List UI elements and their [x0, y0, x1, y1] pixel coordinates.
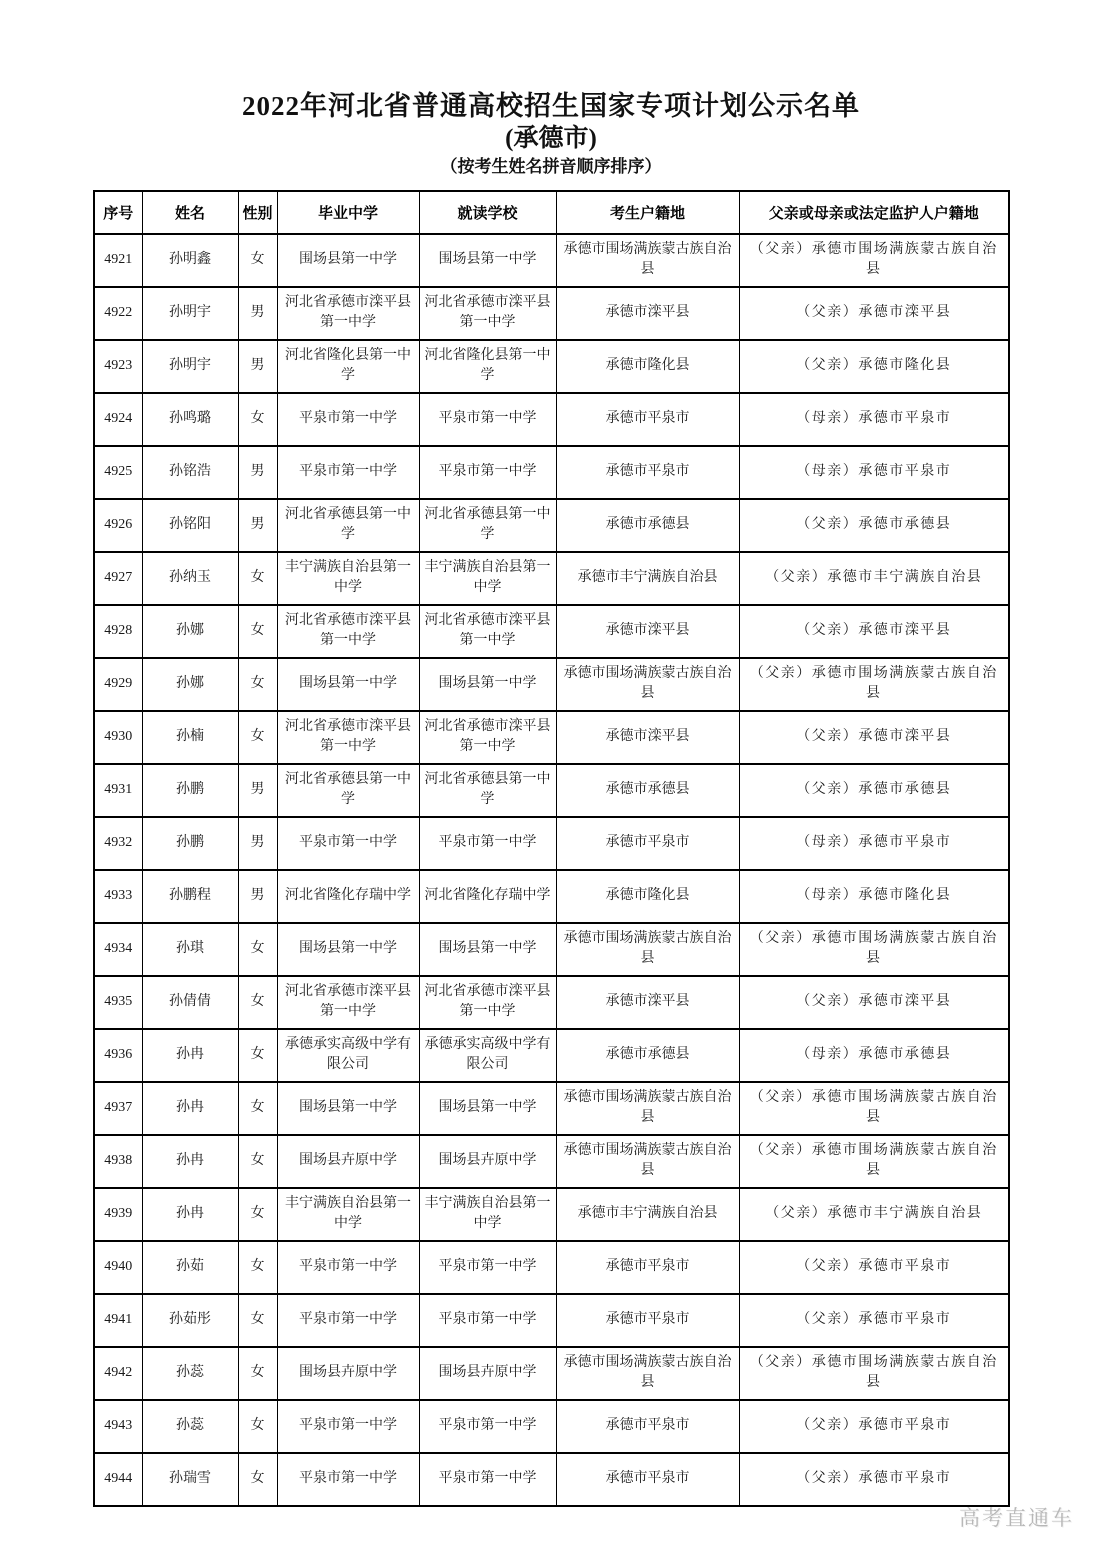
cell-candidate-residence: 承德市滦平县 [556, 605, 739, 658]
cell-graduation-school: 围场县第一中学 [277, 658, 419, 711]
cell-guardian-residence: （父亲）承德市丰宁满族自治县 [739, 552, 1009, 605]
table-row [94, 1347, 1009, 1400]
cell-attending-school: 平泉市第一中学 [419, 393, 556, 446]
cell-attending-school: 围场县第一中学 [419, 1082, 556, 1135]
cell-name: 孙倩倩 [142, 976, 238, 1029]
cell-attending-school: 平泉市第一中学 [419, 1400, 556, 1453]
cell-gender: 女 [238, 658, 277, 711]
cell-seq: 4926 [94, 499, 142, 552]
cell-attending-school: 围场县第一中学 [419, 234, 556, 287]
cell-graduation-school: 平泉市第一中学 [277, 1294, 419, 1347]
cell-guardian-residence: （父亲）承德市滦平县 [739, 605, 1009, 658]
table-row [94, 499, 1009, 552]
cell-gender: 男 [238, 870, 277, 923]
cell-candidate-residence: 承德市平泉市 [556, 1294, 739, 1347]
table-row [94, 446, 1009, 499]
table-row [94, 1082, 1009, 1135]
page-subtitle-city: (承德市) [505, 124, 597, 152]
cell-seq: 4933 [94, 870, 142, 923]
cell-candidate-residence: 承德市承德县 [556, 499, 739, 552]
cell-candidate-residence: 承德市围场满族蒙古族自治县 [556, 1135, 739, 1188]
table-row [94, 552, 1009, 605]
cell-name: 孙蕊 [142, 1400, 238, 1453]
cell-graduation-school: 河北省承德市滦平县第一中学 [277, 976, 419, 1029]
cell-gender: 女 [238, 552, 277, 605]
cell-graduation-school: 平泉市第一中学 [277, 1400, 419, 1453]
cell-seq: 4932 [94, 817, 142, 870]
cell-graduation-school: 河北省承德市滦平县第一中学 [277, 605, 419, 658]
cell-attending-school: 丰宁满族自治县第一中学 [419, 1188, 556, 1241]
cell-guardian-residence: （父亲）承德市平泉市 [739, 1400, 1009, 1453]
cell-candidate-residence: 承德市围场满族蒙古族自治县 [556, 923, 739, 976]
cell-graduation-school: 围场县卉原中学 [277, 1347, 419, 1400]
cell-candidate-residence: 承德市滦平县 [556, 287, 739, 340]
cell-attending-school: 围场县卉原中学 [419, 1135, 556, 1188]
cell-attending-school: 河北省隆化县第一中学 [419, 340, 556, 393]
cell-name: 孙冉 [142, 1029, 238, 1082]
cell-attending-school: 丰宁满族自治县第一中学 [419, 552, 556, 605]
table-row [94, 1241, 1009, 1294]
cell-name: 孙鸣璐 [142, 393, 238, 446]
cell-seq: 4942 [94, 1347, 142, 1400]
header-seq: 序号 [94, 191, 142, 234]
cell-gender: 女 [238, 393, 277, 446]
table-row [94, 711, 1009, 764]
cell-guardian-residence: （母亲）承德市隆化县 [739, 870, 1009, 923]
cell-guardian-residence: （父亲）承德市围场满族蒙古族自治县 [739, 234, 1009, 287]
cell-graduation-school: 平泉市第一中学 [277, 1241, 419, 1294]
cell-name: 孙鹏程 [142, 870, 238, 923]
header-gender: 性别 [238, 191, 277, 234]
cell-seq: 4931 [94, 764, 142, 817]
cell-graduation-school: 河北省隆化存瑞中学 [277, 870, 419, 923]
cell-candidate-residence: 承德市平泉市 [556, 817, 739, 870]
cell-name: 孙瑞雪 [142, 1453, 238, 1506]
cell-gender: 男 [238, 446, 277, 499]
cell-guardian-residence: （父亲）承德市围场满族蒙古族自治县 [739, 1082, 1009, 1135]
cell-seq: 4923 [94, 340, 142, 393]
cell-name: 孙茹彤 [142, 1294, 238, 1347]
cell-candidate-residence: 承德市平泉市 [556, 1453, 739, 1506]
cell-guardian-residence: （父亲）承德市平泉市 [739, 1453, 1009, 1506]
cell-graduation-school: 平泉市第一中学 [277, 817, 419, 870]
cell-name: 孙明宇 [142, 287, 238, 340]
cell-gender: 女 [238, 1082, 277, 1135]
table-row [94, 658, 1009, 711]
cell-candidate-residence: 承德市隆化县 [556, 340, 739, 393]
table-body [94, 234, 1009, 1506]
cell-name: 孙冉 [142, 1082, 238, 1135]
cell-attending-school: 平泉市第一中学 [419, 1294, 556, 1347]
cell-graduation-school: 丰宁满族自治县第一中学 [277, 1188, 419, 1241]
cell-guardian-residence: （父亲）承德市隆化县 [739, 340, 1009, 393]
cell-seq: 4922 [94, 287, 142, 340]
header-graduation-school: 毕业中学 [277, 191, 419, 234]
table-row [94, 340, 1009, 393]
cell-guardian-residence: （母亲）承德市平泉市 [739, 817, 1009, 870]
cell-attending-school: 河北省承德市滦平县第一中学 [419, 287, 556, 340]
cell-graduation-school: 河北省承德市滦平县第一中学 [277, 711, 419, 764]
cell-graduation-school: 河北省承德县第一中学 [277, 764, 419, 817]
cell-guardian-residence: （父亲）承德市围场满族蒙古族自治县 [739, 923, 1009, 976]
cell-attending-school: 平泉市第一中学 [419, 446, 556, 499]
cell-candidate-residence: 承德市丰宁满族自治县 [556, 1188, 739, 1241]
cell-graduation-school: 承德承实高级中学有限公司 [277, 1029, 419, 1082]
cell-attending-school: 平泉市第一中学 [419, 1453, 556, 1506]
table-row [94, 1135, 1009, 1188]
cell-seq: 4924 [94, 393, 142, 446]
cell-name: 孙明宇 [142, 340, 238, 393]
cell-candidate-residence: 承德市丰宁满族自治县 [556, 552, 739, 605]
cell-graduation-school: 河北省承德市滦平县第一中学 [277, 287, 419, 340]
header-attending-school: 就读学校 [419, 191, 556, 234]
cell-graduation-school: 平泉市第一中学 [277, 446, 419, 499]
cell-name: 孙茹 [142, 1241, 238, 1294]
cell-gender: 女 [238, 234, 277, 287]
table-row [94, 234, 1009, 287]
cell-guardian-residence: （父亲）承德市承德县 [739, 499, 1009, 552]
cell-seq: 4925 [94, 446, 142, 499]
cell-graduation-school: 平泉市第一中学 [277, 1453, 419, 1506]
cell-candidate-residence: 承德市围场满族蒙古族自治县 [556, 1347, 739, 1400]
cell-gender: 女 [238, 1188, 277, 1241]
cell-candidate-residence: 承德市围场满族蒙古族自治县 [556, 234, 739, 287]
cell-gender: 女 [238, 1400, 277, 1453]
cell-gender: 女 [238, 976, 277, 1029]
cell-name: 孙纳玉 [142, 552, 238, 605]
cell-seq: 4939 [94, 1188, 142, 1241]
header-guardian-residence: 父亲或母亲或法定监护人户籍地 [739, 191, 1009, 234]
cell-seq: 4927 [94, 552, 142, 605]
cell-guardian-residence: （母亲）承德市平泉市 [739, 446, 1009, 499]
cell-candidate-residence: 承德市平泉市 [556, 446, 739, 499]
table-row [94, 287, 1009, 340]
candidates-table [93, 190, 1010, 1507]
cell-seq: 4937 [94, 1082, 142, 1135]
cell-candidate-residence: 承德市承德县 [556, 764, 739, 817]
cell-seq: 4935 [94, 976, 142, 1029]
cell-seq: 4929 [94, 658, 142, 711]
cell-name: 孙鹏 [142, 764, 238, 817]
cell-candidate-residence: 承德市围场满族蒙古族自治县 [556, 1082, 739, 1135]
cell-graduation-school: 河北省隆化县第一中学 [277, 340, 419, 393]
cell-guardian-residence: （父亲）承德市平泉市 [739, 1294, 1009, 1347]
cell-candidate-residence: 承德市平泉市 [556, 393, 739, 446]
table-row [94, 764, 1009, 817]
table-row [94, 817, 1009, 870]
cell-name: 孙明鑫 [142, 234, 238, 287]
table-row [94, 976, 1009, 1029]
cell-graduation-school: 围场县第一中学 [277, 1082, 419, 1135]
cell-graduation-school: 平泉市第一中学 [277, 393, 419, 446]
cell-seq: 4938 [94, 1135, 142, 1188]
cell-seq: 4944 [94, 1453, 142, 1506]
cell-name: 孙冉 [142, 1188, 238, 1241]
cell-seq: 4943 [94, 1400, 142, 1453]
cell-guardian-residence: （父亲）承德市丰宁满族自治县 [739, 1188, 1009, 1241]
cell-guardian-residence: （父亲）承德市围场满族蒙古族自治县 [739, 1347, 1009, 1400]
cell-name: 孙蕊 [142, 1347, 238, 1400]
cell-gender: 女 [238, 1135, 277, 1188]
cell-attending-school: 围场县第一中学 [419, 658, 556, 711]
table-row [94, 1188, 1009, 1241]
cell-attending-school: 平泉市第一中学 [419, 1241, 556, 1294]
cell-guardian-residence: （父亲）承德市平泉市 [739, 1241, 1009, 1294]
cell-attending-school: 围场县第一中学 [419, 923, 556, 976]
cell-candidate-residence: 承德市滦平县 [556, 711, 739, 764]
cell-seq: 4941 [94, 1294, 142, 1347]
cell-graduation-school: 河北省承德县第一中学 [277, 499, 419, 552]
cell-candidate-residence: 承德市平泉市 [556, 1241, 739, 1294]
cell-attending-school: 河北省隆化存瑞中学 [419, 870, 556, 923]
cell-gender: 男 [238, 499, 277, 552]
cell-attending-school: 河北省承德市滦平县第一中学 [419, 976, 556, 1029]
cell-name: 孙冉 [142, 1135, 238, 1188]
cell-gender: 男 [238, 817, 277, 870]
table-row [94, 1453, 1009, 1506]
cell-gender: 女 [238, 711, 277, 764]
cell-name: 孙鹏 [142, 817, 238, 870]
table-row [94, 870, 1009, 923]
cell-name: 孙娜 [142, 605, 238, 658]
cell-graduation-school: 围场县第一中学 [277, 923, 419, 976]
cell-name: 孙铭浩 [142, 446, 238, 499]
cell-gender: 女 [238, 1347, 277, 1400]
cell-attending-school: 围场县卉原中学 [419, 1347, 556, 1400]
cell-attending-school: 平泉市第一中学 [419, 817, 556, 870]
cell-gender: 男 [238, 287, 277, 340]
cell-gender: 女 [238, 1294, 277, 1347]
cell-guardian-residence: （父亲）承德市滦平县 [739, 976, 1009, 1029]
cell-gender: 女 [238, 923, 277, 976]
cell-guardian-residence: （父亲）承德市滦平县 [739, 711, 1009, 764]
cell-candidate-residence: 承德市平泉市 [556, 1400, 739, 1453]
cell-seq: 4934 [94, 923, 142, 976]
header-candidate-residence: 考生户籍地 [556, 191, 739, 234]
table-row [94, 605, 1009, 658]
cell-gender: 女 [238, 1453, 277, 1506]
cell-candidate-residence: 承德市承德县 [556, 1029, 739, 1082]
cell-candidate-residence: 承德市隆化县 [556, 870, 739, 923]
page-sort-note: （按考生姓名拼音顺序排序） [440, 156, 662, 176]
cell-seq: 4930 [94, 711, 142, 764]
cell-attending-school: 河北省承德县第一中学 [419, 764, 556, 817]
table-row [94, 393, 1009, 446]
header-name: 姓名 [142, 191, 238, 234]
cell-gender: 女 [238, 1241, 277, 1294]
cell-seq: 4928 [94, 605, 142, 658]
cell-candidate-residence: 承德市滦平县 [556, 976, 739, 1029]
cell-name: 孙铭阳 [142, 499, 238, 552]
document-header [0, 0, 1102, 178]
page-title: 2022年河北省普通高校招生国家专项计划公示名单 [242, 91, 860, 121]
cell-name: 孙娜 [142, 658, 238, 711]
cell-gender: 女 [238, 605, 277, 658]
cell-name: 孙楠 [142, 711, 238, 764]
cell-graduation-school: 围场县第一中学 [277, 234, 419, 287]
cell-guardian-residence: （母亲）承德市平泉市 [739, 393, 1009, 446]
cell-attending-school: 河北省承德市滦平县第一中学 [419, 711, 556, 764]
cell-candidate-residence: 承德市围场满族蒙古族自治县 [556, 658, 739, 711]
table-row [94, 1400, 1009, 1453]
watermark: 高考直通车 [959, 1507, 1074, 1530]
table-row [94, 923, 1009, 976]
cell-gender: 女 [238, 1029, 277, 1082]
cell-seq: 4921 [94, 234, 142, 287]
cell-attending-school: 河北省承德市滦平县第一中学 [419, 605, 556, 658]
table-row [94, 1294, 1009, 1347]
cell-guardian-residence: （父亲）承德市承德县 [739, 764, 1009, 817]
cell-guardian-residence: （父亲）承德市滦平县 [739, 287, 1009, 340]
cell-guardian-residence: （父亲）承德市围场满族蒙古族自治县 [739, 1135, 1009, 1188]
cell-gender: 男 [238, 764, 277, 817]
cell-attending-school: 河北省承德县第一中学 [419, 499, 556, 552]
cell-name: 孙琪 [142, 923, 238, 976]
cell-gender: 男 [238, 340, 277, 393]
table-row [94, 1029, 1009, 1082]
table-header-row [94, 191, 1009, 234]
cell-graduation-school: 丰宁满族自治县第一中学 [277, 552, 419, 605]
cell-graduation-school: 围场县卉原中学 [277, 1135, 419, 1188]
cell-seq: 4936 [94, 1029, 142, 1082]
cell-guardian-residence: （母亲）承德市承德县 [739, 1029, 1009, 1082]
cell-seq: 4940 [94, 1241, 142, 1294]
cell-guardian-residence: （父亲）承德市围场满族蒙古族自治县 [739, 658, 1009, 711]
cell-attending-school: 承德承实高级中学有限公司 [419, 1029, 556, 1082]
